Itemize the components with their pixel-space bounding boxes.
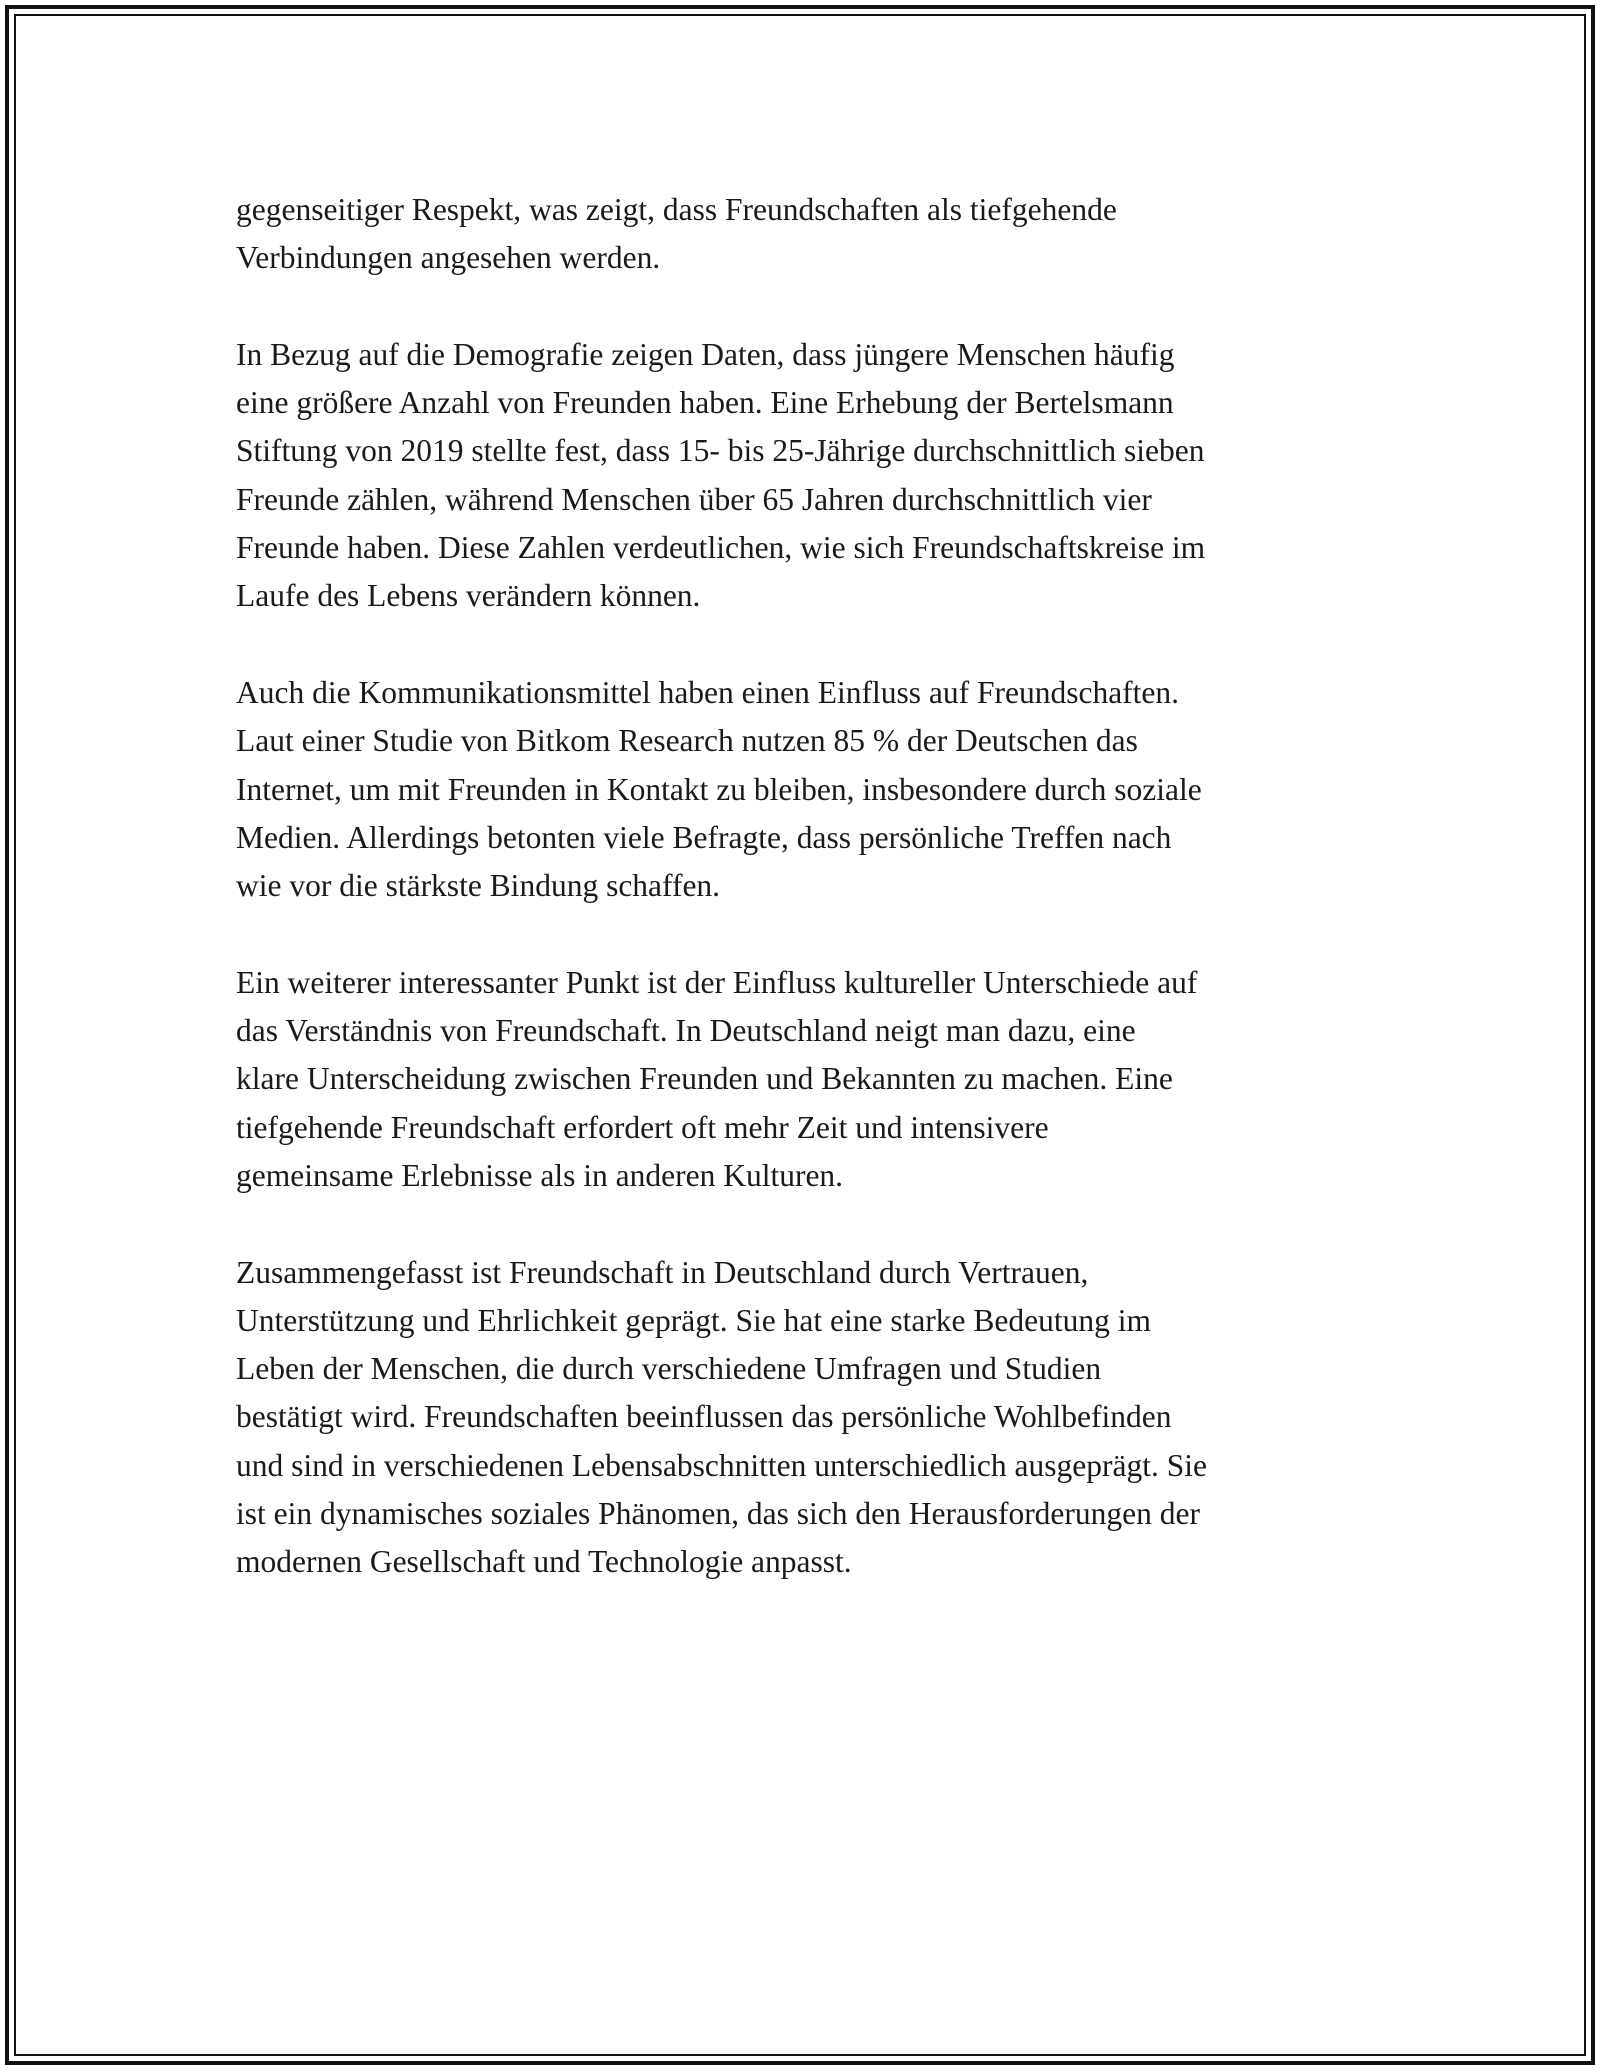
text-line: bestätigt wird. Freundschaften beeinflussen das persönliche Wohlbefinden <box>236 1399 1172 1435</box>
text-line: Internet, um mit Freunden in Kontakt zu bleiben, insbesondere durch soziale <box>236 771 1202 807</box>
text-line: gemeinsame Erlebnisse als in anderen Kulturen. <box>236 1157 844 1193</box>
text-line: Freunde haben. Diese Zahlen verdeutlichen, wie sich Freundschaftskreise im <box>236 530 1206 566</box>
text-line: In Bezug auf die Demografie zeigen Daten, dass jüngere Menschen häufig <box>236 336 1175 372</box>
paragraph-summary <box>236 1249 1386 1587</box>
text-line: tiefgehende Freundschaft erfordert oft mehr Zeit und intensivere <box>236 1109 1049 1145</box>
text-line: Laut einer Studie von Bitkom Research nutzen 85 % der Deutschen das <box>236 723 1138 759</box>
text-line: Verbindungen angesehen werden. <box>236 240 661 276</box>
paragraph-demography <box>236 331 1386 621</box>
text-line: Stiftung von 2019 stellte fest, dass 15- bis 25-Jährige durchschnittlich sieben <box>236 433 1205 469</box>
text-line: Ein weiterer interessanter Punkt ist der Einfluss kultureller Unterschiede auf <box>236 964 1198 1000</box>
text-line: klare Unterscheidung zwischen Freunden und Bekannten zu machen. Eine <box>236 1061 1173 1097</box>
text-line: Freunde zählen, während Menschen über 65 Jahren durchschnittlich vier <box>236 481 1152 517</box>
paragraph-respect <box>236 186 1386 283</box>
text-line: und sind in verschiedenen Lebensabschnitten unterschiedlich ausgeprägt. Sie <box>236 1447 1207 1483</box>
text-line: Medien. Allerdings betonten viele Befragte, dass persönliche Treffen nach <box>236 819 1172 855</box>
document-body <box>236 186 1386 1635</box>
text-line: Auch die Kommunikationsmittel haben einen Einfluss auf Freundschaften. <box>236 674 1180 710</box>
paragraph-communication <box>236 669 1386 910</box>
text-line: modernen Gesellschaft und Technologie anpasst. <box>236 1544 852 1580</box>
paragraph-culture <box>236 959 1386 1200</box>
text-line: wie vor die stärkste Bindung schaffen. <box>236 868 721 904</box>
text-line: Zusammengefasst ist Freundschaft in Deutschland durch Vertrauen, <box>236 1254 1089 1290</box>
text-line: eine größere Anzahl von Freunden haben. Eine Erhebung der Bertelsmann <box>236 385 1174 421</box>
text-line: Leben der Menschen, die durch verschiedene Umfragen und Studien <box>236 1351 1102 1387</box>
text-line: das Verständnis von Freundschaft. In Deutschland neigt man dazu, eine <box>236 1013 1136 1049</box>
text-line: ist ein dynamisches soziales Phänomen, das sich den Herausforderungen der <box>236 1496 1200 1532</box>
text-line: gegenseitiger Respekt, was zeigt, dass Freundschaften als tiefgehende <box>236 192 1117 227</box>
text-line: Unterstützung und Ehrlichkeit geprägt. Sie hat eine starke Bedeutung im <box>236 1302 1152 1338</box>
text-line: Laufe des Lebens verändern können. <box>236 578 701 614</box>
